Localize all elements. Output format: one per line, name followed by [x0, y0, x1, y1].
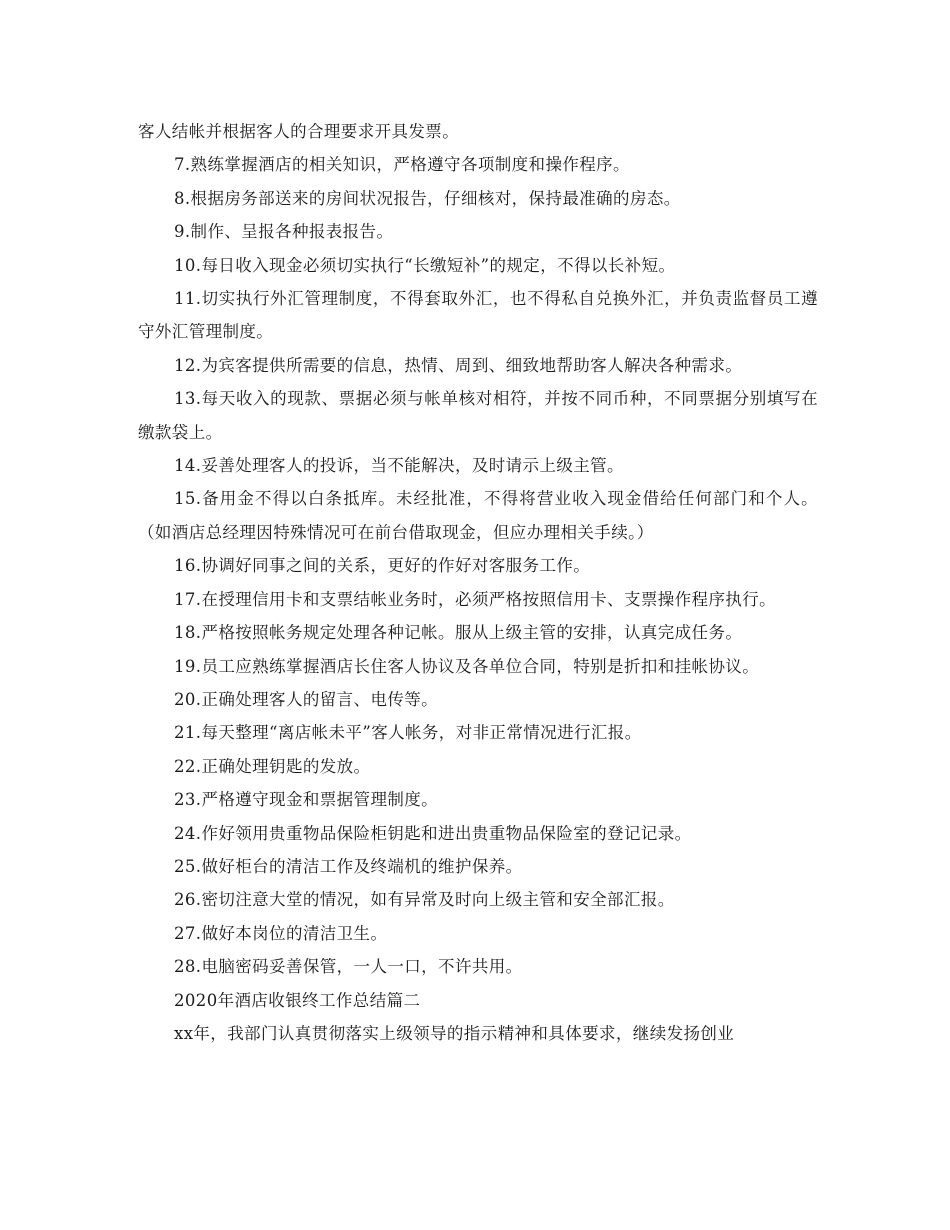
paragraph: 17.在授理信用卡和支票结帐业务时，必须严格按照信用卡、支票操作程序执行。	[174, 589, 777, 609]
paragraph: 13.每天收入的现款、票据必须与帐单核对相符，并按不同币种，不同票据分别填写在缴款袋上。	[138, 389, 818, 442]
paragraph: 21.每天整理“离店帐未平”客人帐务，对非正常情况进行汇报。	[174, 723, 642, 743]
paragraph: 28.电脑密码妥善保管，一人一口，不许共用。	[174, 957, 523, 977]
paragraph: 9.制作、呈报各种报表报告。	[174, 222, 394, 242]
paragraph: 23.严格遵守现金和票据管理制度。	[174, 790, 439, 810]
paragraph: 25.做好柜台的清洁工作及终端机的维护保养。	[174, 856, 523, 876]
paragraph: 18.严格按照帐务规定处理各种记帐。服从上级主管的安排，认真完成任务。	[174, 623, 743, 643]
document-body	[138, 115, 818, 1050]
paragraph: 2020年酒店收银终工作总结篇二	[174, 990, 421, 1010]
paragraph: 26.密切注意大堂的情况，如有异常及时向上级主管和安全部汇报。	[174, 890, 675, 910]
paragraph: 15.备用金不得以白条抵库。未经批准，不得将营业收入现金借给任何部门和个人。（如酒店总经理因特殊情况可在前台借取现金，但应办理相关手续。）	[138, 489, 818, 542]
paragraph: xx年，我部门认真贯彻落实上级领导的指示精神和具体要求，继续发扬创业	[174, 1023, 735, 1043]
paragraph: 客人结帐并根据客人的合理要求开具发票。	[138, 122, 460, 141]
paragraph: 20.正确处理客人的留言、电传等。	[174, 689, 439, 709]
paragraph: 19.员工应熟练掌握酒店长住客人协议及各单位合同，特别是折扣和挂帐协议。	[174, 656, 760, 676]
paragraph: 11.切实执行外汇管理制度，不得套取外汇，也不得私自兑换外汇，并负责监督员工遵守外汇管理制度。	[138, 289, 818, 342]
paragraph: 22.正确处理钥匙的发放。	[174, 756, 371, 776]
paragraph: 27.做好本岗位的清洁卫生。	[174, 923, 388, 943]
paragraph: 10.每日收入现金必须切实执行“长缴短补”的规定，不得以长补短。	[174, 255, 676, 275]
paragraph: 7.熟练掌握酒店的相关知识，严格遵守各项制度和操作程序。	[174, 155, 630, 175]
paragraph: 16.协调好同事之间的关系，更好的作好对客服务工作。	[174, 556, 591, 576]
paragraph: 8.根据房务部送来的房间状况报告，仔细核对，保持最准确的房态。	[174, 188, 681, 208]
paragraph: 12.为宾客提供所需要的信息，热情、周到、细致地帮助客人解决各种需求。	[174, 355, 743, 375]
paragraph: 14.妥善处理客人的投诉，当不能解决，及时请示上级主管。	[174, 456, 624, 476]
paragraph: 24.作好领用贵重物品保险柜钥匙和进出贵重物品保险室的登记记录。	[174, 823, 692, 843]
